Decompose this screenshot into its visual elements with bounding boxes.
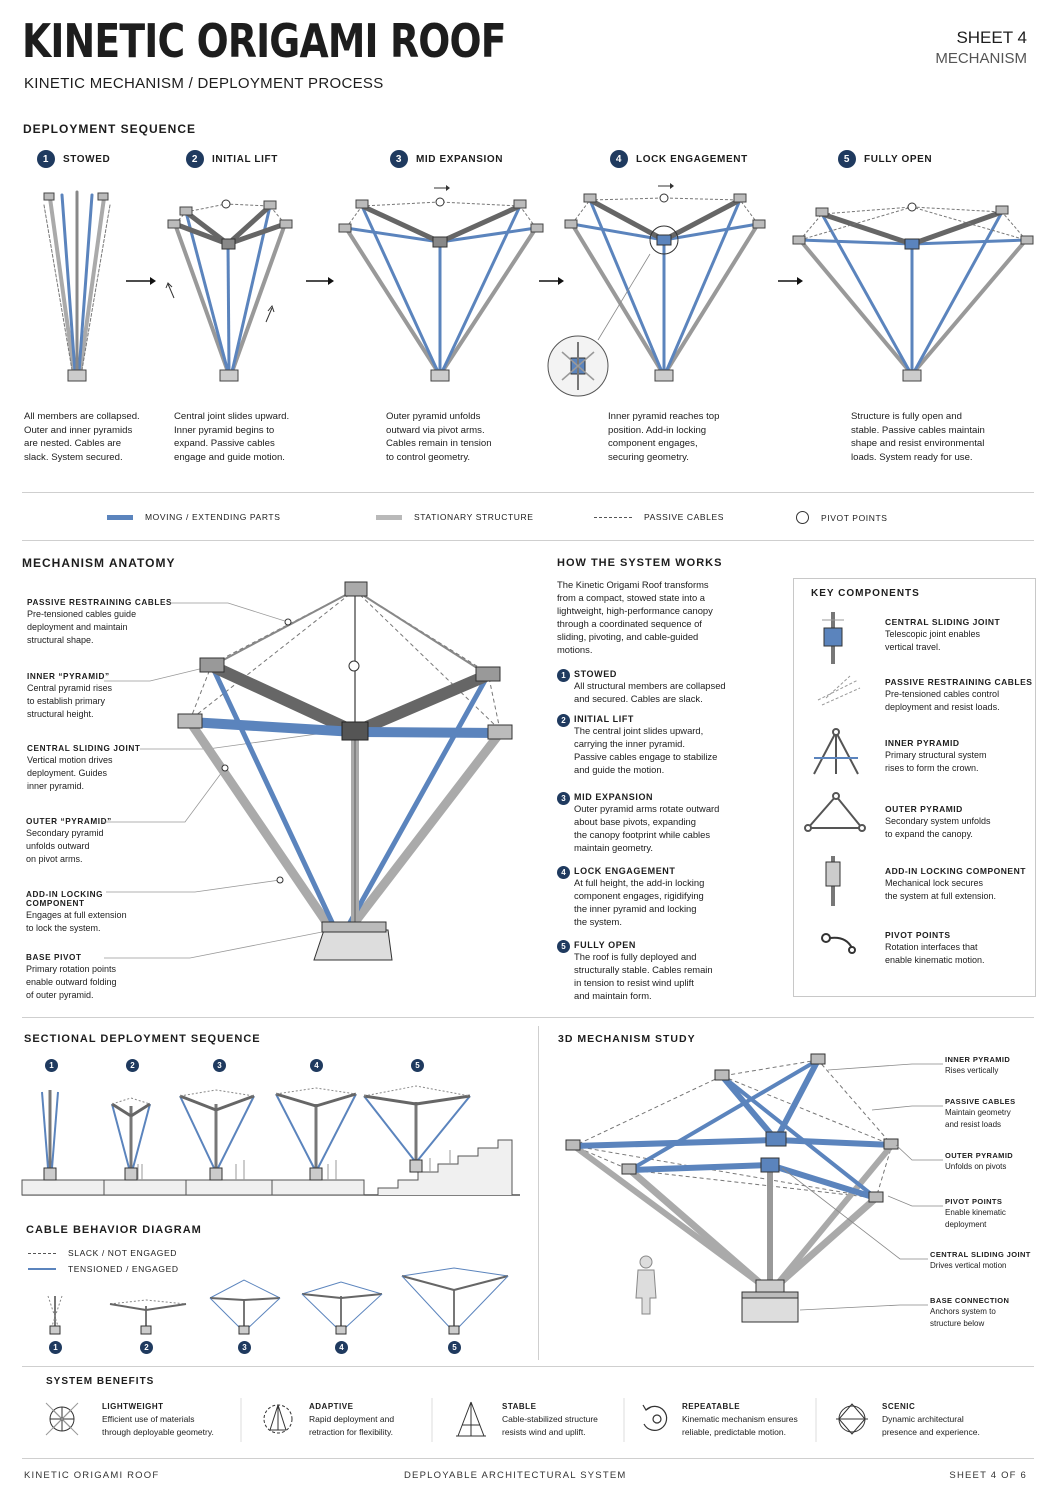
cable-legend-tensioned: TENSIONED / ENGAGED [28,1264,179,1274]
step-5-description: Structure is fully open and stable. Passive cables maintain shape and resist environmental loads. System ready for use. [851,411,985,463]
benefit-scenic: SCENIC Dynamic architectural presence and experience. [882,1402,980,1437]
step-title: FULLY OPEN [864,153,933,165]
key-item-inner-pyramid: INNER PYRAMID Primary structural system rises to form the crown. [885,738,987,773]
label-base-pivot: BASE PIVOT Primary rotation points enable outward folding of outer pyramid. [26,953,117,1000]
sectional-num-5: 5 [411,1059,424,1072]
footer-center: DEPLOYABLE ARCHITECTURAL SYSTEM [404,1470,627,1481]
key-item-outer-pyramid: OUTER PYRAMID Secondary system unfolds to expand the canopy. [885,804,991,839]
step-title: INITIAL LIFT [212,153,278,165]
scenic-icon [836,1404,868,1434]
sectional-num-4: 4 [310,1059,323,1072]
footer-right: SHEET 4 OF 6 [949,1470,1027,1481]
page-title: KINETIC ORIGAMI ROOF [22,14,506,68]
step-number: 4 [610,150,628,168]
label-inner-pyramid: INNER “PYRAMID” Central pyramid rises to establish primary structural height. [27,672,113,719]
legend-moving: MOVING / EXTENDING PARTS [107,512,280,522]
step-3-description: Outer pyramid unfolds outward via pivot arms. Cables remain in tension to control geometry. [386,411,492,463]
study-label-inner-pyramid: INNER PYRAMID Rises vertically [945,1055,1011,1075]
study-label-outer-pyramid: OUTER PYRAMID Unfolds on pivots [945,1151,1014,1171]
sectional-heading: SECTIONAL DEPLOYMENT SEQUENCE [24,1033,261,1045]
how-heading: HOW THE SYSTEM WORKS [557,557,723,569]
cable-num-4: 4 [335,1341,348,1354]
sectional-num-2: 2 [126,1059,139,1072]
lightweight-icon [46,1403,78,1435]
study-label-passive-cables: PASSIVE CABLES Maintain geometry and resist loads [945,1097,1016,1129]
benefit-lightweight: LIGHTWEIGHT Efficient use of materials through deployable geometry. [102,1402,214,1437]
key-item-pivot-points: PIVOT POINTS Rotation interfaces that enable kinematic motion. [885,930,985,965]
label-passive-cables: PASSIVE RESTRAINING CABLES Pre-tensioned cables guide deployment and maintain structural shape. [27,598,173,645]
step-number: 1 [37,150,55,168]
deployment-heading: DEPLOYMENT SEQUENCE [23,122,197,136]
key-item-cables: PASSIVE RESTRAINING CABLES Pre-tensioned cables control deployment and resist loads. [885,677,1033,712]
how-item-1: 1 STOWED All structural members are collapsed and secured. Cables are slack. [557,669,726,705]
sheet-number: SHEET 4 [956,28,1027,47]
how-item-2: 2 INITIAL LIFT The central joint slides upward, carrying the inner pyramid. Passive cables engage to stabilize and guide the motion. [557,714,717,776]
study-label-base-connection: BASE CONNECTION Anchors system to structure below [930,1296,1010,1328]
repeatable-icon [643,1405,667,1430]
step-number: 2 [186,150,204,168]
page-subtitle: KINETIC MECHANISM / DEPLOYMENT PROCESS [24,75,384,92]
legend-pivots: PIVOT POINTS [796,511,888,524]
cable-num-5: 5 [448,1341,461,1354]
cable-legend-slack: SLACK / NOT ENGAGED [28,1248,177,1258]
step-2-description: Central joint slides upward. Inner pyramid begins to expand. Passive cables engage and guide motion. [174,411,290,463]
how-item-4: 4 LOCK ENGAGEMENT At full height, the add-in locking component engages, rigidifying the inner pyramid and locking the system. [557,866,704,928]
step-title: LOCK ENGAGEMENT [636,153,748,165]
study-label-central-joint: CENTRAL SLIDING JOINT Drives vertical motion [930,1250,1031,1270]
label-outer-pyramid: OUTER “PYRAMID” Secondary pyramid unfolds outward on pivot arms. [26,817,112,864]
study-heading: 3D MECHANISM STUDY [558,1033,696,1045]
divider [22,1458,1034,1459]
cable-num-1: 1 [49,1341,62,1354]
step-title: MID EXPANSION [416,153,504,165]
how-intro: The Kinetic Origami Roof transforms from a compact, stowed state into a lightweight, high-performance canopy through a coordinated sequence of sliding, pivoting, and cable-guided motions. [557,579,713,655]
key-components-heading: KEY COMPONENTS [811,588,920,599]
legend-stationary: STATIONARY STRUCTURE [376,512,534,522]
sheet-topic: MECHANISM [935,50,1027,67]
label-central-joint: CENTRAL SLIDING JOINT Vertical motion drives deployment. Guides inner pyramid. [27,744,141,791]
step-1-description: All members are collapsed. Outer and inner pyramids are nested. Cables are slack. System secured. [24,411,140,463]
sectional-num-3: 3 [213,1059,226,1072]
benefit-adaptive: ADAPTIVE Rapid deployment and retraction for flexibility. [309,1402,395,1437]
step-title: STOWED [63,153,111,165]
adaptive-icon [264,1405,292,1433]
how-item-3: 3 MID EXPANSION Outer pyramid arms rotate outward about base pivots, expanding the canopy footprint while cables maintain geometry. [557,792,719,854]
stable-icon [456,1402,486,1436]
benefits-heading: SYSTEM BENEFITS [46,1376,155,1387]
cable-heading: CABLE BEHAVIOR DIAGRAM [26,1224,202,1236]
study-label-pivot-points: PIVOT POINTS Enable kinematic deployment [945,1197,1006,1229]
step-number: 5 [838,150,856,168]
step-number: 3 [390,150,408,168]
key-item-sliding-joint: CENTRAL SLIDING JOINT Telescopic joint enables vertical travel. [885,617,1001,652]
footer-left: KINETIC ORIGAMI ROOF [24,1470,160,1481]
key-item-locking-component: ADD-IN LOCKING COMPONENT Mechanical lock secures the system at full extension. [885,866,1026,901]
cable-num-3: 3 [238,1341,251,1354]
step-4-description: Inner pyramid reaches top position. Add-in locking component engages, securing geometry. [608,411,720,463]
benefit-repeatable: REPEATABLE Kinematic mechanism ensures reliable, predictable motion. [682,1402,798,1437]
anatomy-heading: MECHANISM ANATOMY [22,556,176,570]
sectional-num-1: 1 [45,1059,58,1072]
benefit-stable: STABLE Cable-stabilized structure resists wind and uplift. [502,1402,598,1437]
label-locking-component: ADD-IN LOCKING COMPONENT Engages at full extension to lock the system. [26,890,127,933]
legend-cables: PASSIVE CABLES [594,512,724,522]
how-item-5: 5 FULLY OPEN The roof is fully deployed and structurally stable. Cables remain in tension to resist wind uplift and maintain form. [557,940,713,1002]
cable-num-2: 2 [140,1341,153,1354]
